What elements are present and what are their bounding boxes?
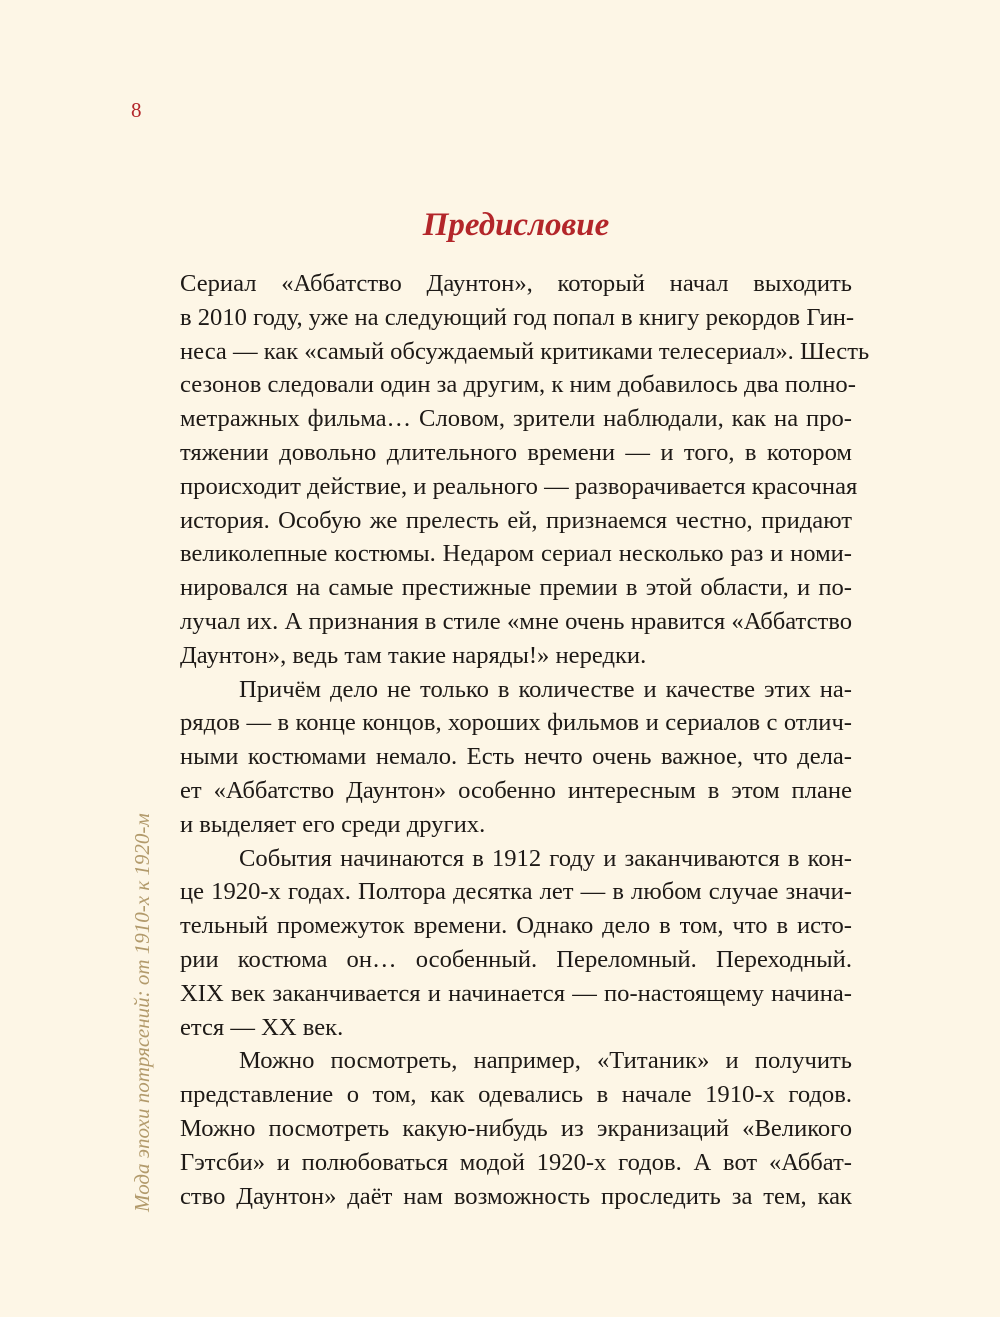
body-text: [180, 267, 870, 1213]
text-line: XIX век заканчивается и начинается — по-настоящему начина-: [180, 979, 852, 1007]
text-line: Причём дело не только в количестве и качестве этих на-: [239, 675, 852, 703]
text-line: Сериал «Аббатство Даунтон», который начал выходить: [180, 270, 852, 297]
text-line: в 2010 году, уже на следующий год попал в книгу рекордов Гин-: [180, 303, 855, 331]
text-line: неса — как «самый обсуждаемый критиками телесериал». Шесть: [180, 337, 870, 365]
text-line: нировался на самые престижные премии в этой области, и по-: [180, 574, 852, 602]
text-line: События начинаются в 1912 году и заканчиваются в кон-: [239, 844, 852, 872]
text-line: история. Особую же прелесть ей, признаемся честно, придают: [180, 506, 852, 534]
text-line: Гэтсби» и полюбоваться модой 1920-х годов. А вот «Аббат-: [180, 1148, 852, 1176]
text-line: представление о том, как одевались в начале 1910-х годов.: [180, 1081, 852, 1109]
text-line: и выделяет его среди других.: [180, 810, 486, 838]
side-caption: Мода эпохи потрясений: от 1910-х к 1920-м: [130, 813, 154, 1212]
text-line: ется — XX век.: [180, 1013, 344, 1041]
text-line: рядов — в конце концов, хороших фильмов и сериалов с отлич-: [180, 709, 852, 737]
text-line: происходит действие, и реального — разворачивается красочная: [180, 472, 858, 500]
text-line: Можно посмотреть какую-нибудь из экранизаций «Великого: [180, 1114, 852, 1142]
page-number: 8: [131, 98, 142, 122]
text-line: сезонов следовали один за другим, к ним добавилось два полно-: [180, 371, 856, 399]
text-line: це 1920-х годах. Полтора десятка лет — в любом случае значи-: [180, 878, 852, 906]
text-line: ет «Аббатство Даунтон» особенно интересным в этом плане: [180, 776, 852, 804]
text-line: метражных фильма… Словом, зрители наблюдали, как на про-: [180, 405, 852, 433]
text-line: Можно посмотреть, например, «Титаник» и получить: [239, 1047, 852, 1075]
text-line: ство Даунтон» даёт нам возможность проследить за тем, как: [180, 1182, 852, 1210]
text-line: тяжении довольно длительного времени — и того, в котором: [180, 438, 852, 466]
text-line: ными костюмами немало. Есть нечто очень важное, что дела-: [180, 743, 852, 771]
text-line: лучал их. А признания в стиле «мне очень нравится «Аббатство: [180, 607, 852, 635]
text-line: рии костюма он… особенный. Переломный. Переходный.: [180, 945, 852, 973]
text-line: тельный промежуток времени. Однако дело в том, что в исто-: [180, 912, 852, 940]
text-line: Даунтон», ведь там такие наряды!» нередки.: [180, 641, 647, 669]
page-title: Предисловие: [422, 207, 610, 243]
text-line: великолепные костюмы. Недаром сериал несколько раз и номи-: [180, 540, 852, 568]
